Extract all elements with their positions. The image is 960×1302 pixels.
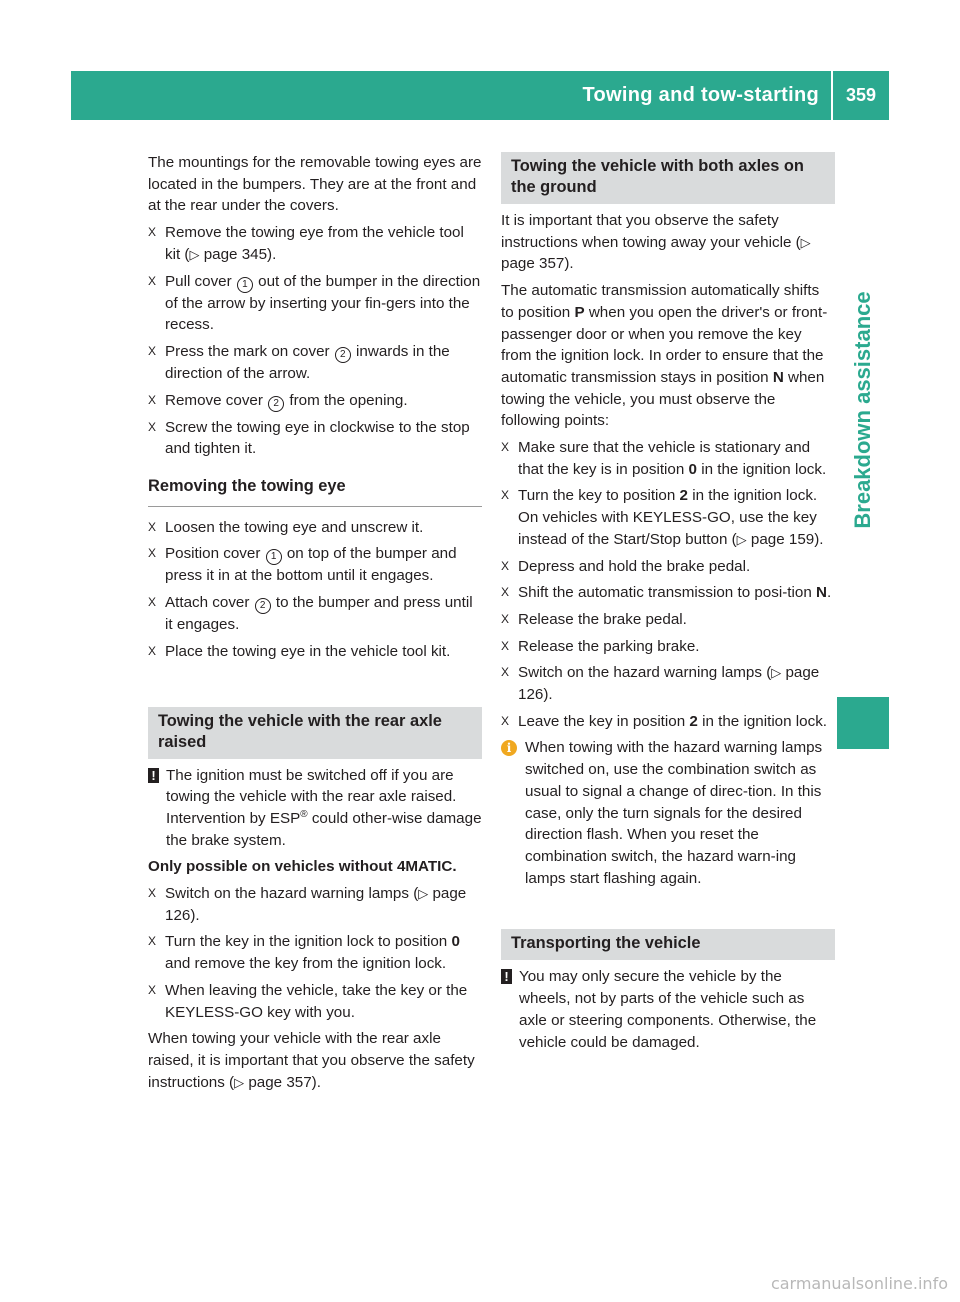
paragraph: It is important that you observe the safety instructions when towing away your vehicle (▷ page 357). (501, 212, 811, 273)
step-arrow-icon: X (148, 643, 157, 658)
warning-notice: ! The ignition must be switched off if you are towing the vehicle with the rear axle raised. Intervention by ESP® could other-wise damage the brake system. (148, 765, 482, 852)
list-item: X Release the brake pedal. (501, 609, 835, 631)
step-arrow-icon: X (148, 982, 157, 997)
step-arrow-icon: X (148, 886, 157, 901)
section-heading-rear-axle: Towing the vehicle with the rear axle raised (148, 707, 482, 759)
only-label: Only possible on vehicles without 4MATIC. (148, 858, 457, 876)
list-item: X Press the mark on cover 2 inwards in the direction of the arrow. (148, 342, 450, 382)
step-arrow-icon: X (501, 713, 510, 728)
page-ref-icon: ▷ (234, 1074, 245, 1090)
list-item: X Screw the towing eye in clockwise to the stop and tighten it. (148, 418, 470, 458)
list-item: X Turn the key in the ignition lock to position 0 and remove the key from the ignition lock. (148, 933, 460, 973)
list-item: X Release the parking brake. (501, 636, 835, 658)
paragraph: The automatic transmission automatically shifts to position P when you open the driver's or front-passenger door or when you remove the key from the ignition lock. In order to ensure that the automatic transmission stays in position N when towing the vehicle, you must observe the following points: (501, 282, 828, 430)
page-number: 359 (845, 85, 877, 105)
warning-notice: ! You may only secure the vehicle by the wheels, not by parts of the vehicle such as axle or steering components. Otherwise, the vehicle could be damaged. (501, 966, 835, 1053)
side-tab-label: Breakdown assistance (850, 291, 875, 529)
callout-number: 1 (266, 549, 282, 565)
list-item: X Loosen the towing eye and unscrew it. (148, 517, 482, 539)
info-icon: i (501, 740, 517, 756)
list-item: X Depress and hold the brake pedal. (501, 556, 835, 578)
callout-number: 2 (268, 396, 284, 412)
list-item: X Place the towing eye in the vehicle tool kit. (148, 641, 482, 663)
step-arrow-icon: X (501, 585, 510, 600)
page-ref-icon: ▷ (736, 531, 747, 547)
step-arrow-icon: X (148, 519, 157, 534)
step-arrow-icon: X (148, 273, 157, 288)
intro-paragraph: The mountings for the removable towing eyes are located in the bumpers. They are at the front and at the rear under the covers. (148, 154, 482, 215)
footer-site: carmanualsonline.info (770, 1274, 948, 1293)
registered-mark: ® (300, 808, 308, 820)
list-item: X When leaving the vehicle, take the key or the KEYLESS-GO key with you. (148, 981, 468, 1021)
list-item: X Position cover 1 on top of the bumper and press it in at the bottom until it engages. (148, 545, 457, 585)
list-item: X Switch on the hazard warning lamps (▷ page 126). (148, 885, 467, 924)
step-arrow-icon: X (501, 665, 510, 680)
page-ref-icon: ▷ (800, 234, 811, 250)
callout-number: 2 (255, 598, 271, 614)
warning-icon: ! (148, 768, 159, 783)
callout-number: 2 (335, 347, 351, 363)
list-item: X Switch on the hazard warning lamps (▷ page 126). (501, 664, 820, 704)
step-arrow-icon: X (148, 343, 157, 358)
step-arrow-icon: X (148, 546, 157, 561)
list-item: X Shift the automatic transmission to posi-tion N. (501, 582, 835, 604)
side-tab-marker (837, 697, 889, 749)
list-item: X Turn the key to position 2 in the ignition lock. On vehicles with KEYLESS-GO, use the key instead of the Start/Stop button (▷ page 159). (501, 487, 824, 548)
list-item: X Remove the towing eye from the vehicle tool kit (▷ page 345). (148, 224, 464, 263)
page-ref-icon: ▷ (771, 665, 782, 681)
warning-icon: ! (501, 969, 512, 984)
step-arrow-icon: X (501, 638, 510, 653)
step-arrow-icon: X (148, 934, 157, 949)
step-arrow-icon: X (501, 440, 510, 455)
step-arrow-icon: X (148, 225, 157, 240)
page-ref-icon: ▷ (418, 886, 429, 902)
list-item: X Pull cover 1 out of the bumper in the direction of the arrow by inserting your fin-gers into the recess. (148, 272, 481, 334)
step-arrow-icon: X (148, 595, 157, 610)
section-heading-transporting: Transporting the vehicle (501, 929, 835, 960)
side-tab (837, 130, 889, 690)
page-header (71, 71, 889, 120)
list-item: X Attach cover 2 to the bumper and press until it engages. (148, 594, 473, 634)
list-item: X Make sure that the vehicle is stationary and that the key is in position 0 in the ignition lock. (501, 439, 827, 478)
page-ref-icon: ▷ (189, 246, 200, 262)
step-arrow-icon: X (148, 419, 157, 434)
info-notice: i When towing with the hazard warning lamps switched on, use the combination switch as usual to signal a change of direc-tion. In this case, only the turn signals for the desired direction flash. When you reset the combination switch, the hazard warn-ing lamps start flashing again. (501, 737, 835, 889)
header-title: Towing and tow-starting (582, 84, 819, 106)
callout-number: 1 (237, 277, 253, 293)
section-heading-both-axles: Towing the vehicle with both axles on the ground (501, 152, 835, 204)
removing-heading: Removing the towing eye (148, 476, 482, 507)
step-arrow-icon: X (501, 558, 510, 573)
step-arrow-icon: X (501, 488, 510, 503)
closing-paragraph: When towing your vehicle with the rear axle raised, it is important that you observe the safety instructions (▷ page 357). (148, 1030, 475, 1091)
left-column (148, 152, 482, 1098)
step-arrow-icon: X (148, 392, 157, 407)
list-item: X Remove cover 2 from the opening. (148, 390, 482, 412)
right-column (501, 152, 835, 1058)
step-arrow-icon: X (501, 611, 510, 626)
list-item: X Leave the key in position 2 in the ignition lock. (501, 711, 835, 733)
